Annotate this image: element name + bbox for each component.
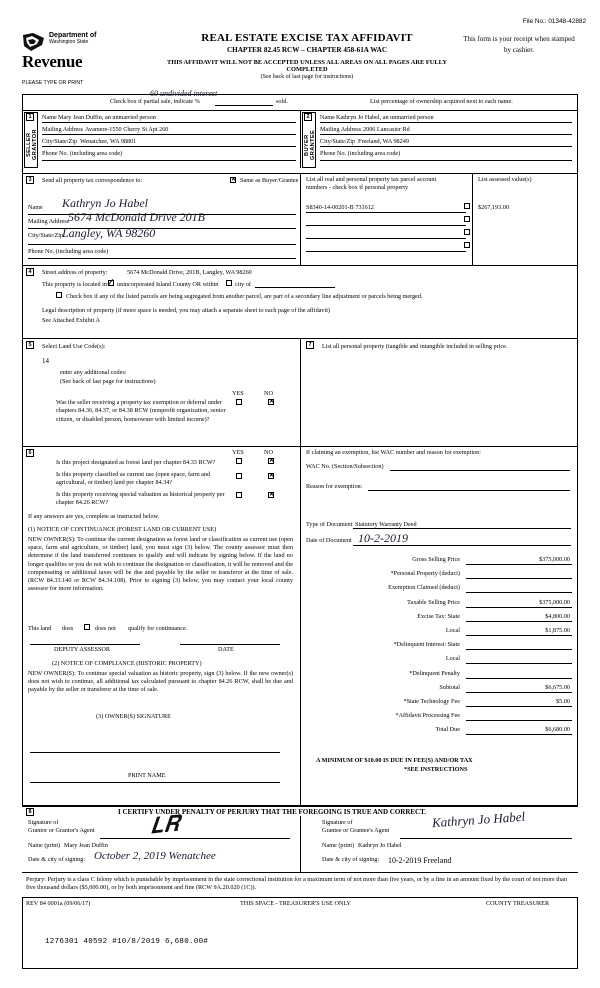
- calc-row-value[interactable]: $6,680.00: [545, 726, 570, 734]
- washington-state-logo-icon: [22, 32, 46, 54]
- file-number-label: File No.:: [522, 18, 547, 25]
- grantor-date-label: Date & city of signing:: [28, 856, 86, 863]
- grantee-sig-label-1: Signature of: [322, 819, 353, 826]
- forest-land-yes-checkbox[interactable]: [236, 458, 242, 464]
- seller-citystatezip-value[interactable]: Wenatchee, WA 98801: [80, 138, 137, 145]
- does-checkbox[interactable]: [84, 624, 90, 630]
- calc-row-label: Total Due: [435, 726, 460, 734]
- tax-corr-phone-label: Phone No. (including area code): [28, 248, 109, 255]
- form-title: REAL ESTATE EXCISE TAX AFFIDAVIT: [201, 32, 413, 44]
- tax-corr-mailing-label: Mailing Address: [28, 218, 70, 225]
- grantee-print-value[interactable]: Kathryn Jo Habel: [358, 842, 402, 849]
- parcel-row-0-assessed[interactable]: $267,193.00: [478, 204, 509, 211]
- please-type-note: PLEASE TYPE OR PRINT: [22, 80, 84, 86]
- property-located-label: This property is located in: [42, 281, 107, 288]
- seller-vertical-label: SELLER GRANTOR: [26, 129, 38, 161]
- file-number: [523, 18, 586, 25]
- personal-property-text: List all personal property (tangible and intangible included in selling price.: [322, 343, 508, 350]
- qualify-continuance-label: qualify for continuance.: [128, 625, 188, 632]
- city-checkbox[interactable]: [226, 280, 232, 286]
- legal-description-value[interactable]: See Attached Exhibit A: [42, 317, 100, 324]
- current-use-no-checkbox[interactable]: ✕: [269, 473, 275, 479]
- seller-mailing-label: Mailing Address: [42, 126, 84, 133]
- legal-description-label: Legal description of property (if more space is needed, you may attach a separate sheet to each page of the affidavit): [42, 307, 330, 314]
- buyer-name-label: Name: [320, 114, 335, 121]
- calc-row-value[interactable]: $1,875.00: [545, 627, 570, 634]
- treasurer-box: [22, 897, 578, 969]
- landuse-see-back: (See back of last page for instructions): [60, 378, 156, 385]
- section-8-number: 8: [26, 808, 34, 816]
- tax-corr-mailing-hand[interactable]: 5674 McDonald Drive 201B: [68, 210, 205, 224]
- county-treasurer-label: COUNTY TREASURER: [486, 900, 550, 907]
- dept-label: Department of: [49, 32, 97, 39]
- tax-corr-citystatezip-hand[interactable]: Langley, WA 98260: [62, 226, 156, 240]
- same-as-buyer-checkbox[interactable]: ✕: [231, 177, 237, 183]
- calc-row-value[interactable]: $5.00: [556, 698, 570, 705]
- grantor-signature: 𝑳𝑹: [148, 810, 181, 839]
- form-subtitle: CHAPTER 82.45 RCW – CHAPTER 458-61A WAC: [226, 46, 388, 54]
- deputy-assessor-label: DEPUTY ASSESSOR: [54, 646, 110, 653]
- buyer-mailing-label: Mailing Address: [320, 126, 362, 133]
- calc-row-label: Excise Tax: State: [417, 612, 460, 620]
- assessed-value-header: List assessed value(s): [478, 176, 532, 183]
- perjury-text: Perjury: Perjury is a class C felony which is punishable by imprisonment in the state correctional institution for a maximum term of not more than five years, or by a fine in an amount fixed by the court of not more than five thousand dollars ($5,000.00), or by both imprisonment and fine (RCW 9A.20.020 (1C)).: [26, 876, 567, 892]
- notice-continuance-title: (1) NOTICE OF CONTINUANCE (FOREST LAND OR CURRENT USE): [28, 526, 217, 533]
- seller-name-label: Name: [42, 114, 57, 121]
- buyer-mailing-value[interactable]: 2006 Lancaster Rd: [363, 126, 410, 133]
- grantee-date-label: Date & city of signing:: [322, 856, 380, 863]
- deputy-date-label: DATE: [218, 646, 234, 653]
- segregation-checkbox[interactable]: [56, 292, 62, 298]
- treasurer-use-label: THIS SPACE - TREASURER'S USE ONLY: [240, 900, 352, 907]
- buyer-name-value[interactable]: Kathryn Jo Habel, an unmarried person: [336, 114, 434, 121]
- unincorporated-check-mark: ✓: [106, 277, 116, 289]
- owner-signature-title: (3) OWNER(S) SIGNATURE: [96, 713, 171, 720]
- calc-row-label: Local: [445, 655, 460, 663]
- landuse-yes-header: YES: [232, 390, 244, 397]
- title-block: [162, 32, 452, 80]
- grantor-sig-label-1: Signature of: [28, 819, 59, 826]
- buyer-phone-label: Phone No. (including area code): [320, 150, 401, 157]
- partial-pct-handwritten: 60 undivided interest: [150, 89, 218, 98]
- grantor-print-value[interactable]: Mary Jean Duffin: [64, 842, 108, 849]
- seller-name-value[interactable]: Mary Jean Duffin, an unmarried person: [58, 114, 156, 121]
- tax-corr-label: Send all property tax correspondence to:: [42, 177, 143, 184]
- certify-title: I CERTIFY UNDER PENALTY OF PERJURY THAT THE FOREGOING IS TRUE AND CORRECT.: [118, 808, 427, 816]
- parcel-row-2-personal-checkbox[interactable]: [464, 229, 470, 235]
- parcel-row-1-personal-checkbox[interactable]: [464, 216, 470, 222]
- doc-type-value[interactable]: Statutory Warranty Deed: [355, 521, 417, 528]
- grantee-signature: Kathryn Jo Habel: [431, 808, 526, 831]
- does-not-label: does not: [95, 625, 116, 632]
- doc-type-label: Type of Document: [306, 521, 353, 528]
- historic-no-checkbox[interactable]: ✕: [269, 492, 275, 498]
- form-header: [22, 32, 578, 90]
- calc-row-label: *Delinquent Interest: State: [393, 641, 460, 649]
- doc-date-label: Date of Document: [306, 537, 352, 544]
- parcel-row-0-number[interactable]: S8340-14-00201-B 731612: [306, 204, 374, 211]
- box6-no-header: NO: [264, 449, 273, 456]
- section-3-number: 3: [26, 176, 34, 184]
- seller-exemption-no-checkbox[interactable]: ✕: [269, 399, 275, 405]
- state-label: Washington State: [49, 38, 89, 45]
- city-of-label: city of: [235, 281, 251, 288]
- notice-compliance-title: (2) NOTICE OF COMPLIANCE (HISTORIC PROPERTY): [52, 660, 202, 667]
- tax-corr-name-label: Name: [28, 204, 43, 211]
- revenue-wordmark: Revenue: [22, 52, 83, 71]
- landuse-additional-label: enter any additional codes:: [60, 369, 127, 376]
- seller-exemption-question: Was the seller receiving a property tax exemption or deferral under chapters 84.36, 84.37, or 84.38 RCW (nonprofit organization, senior citizen, or disabled person, homeowner with limited income)?: [56, 399, 226, 423]
- seller-exemption-yes-checkbox[interactable]: [236, 399, 242, 405]
- calc-row-value[interactable]: $375,000.00: [539, 556, 570, 563]
- seller-mailing-value[interactable]: Avamere-1550 Cherry St Apt 260: [85, 126, 169, 133]
- calc-row-label: *Delinquent Penalty: [409, 669, 460, 677]
- notice-compliance-body: NEW OWNER(S): To continue special valuation as historic property, sign (3) below. If the new owner(s) does not wish to continue, all additional tax calculated pursuant to chapter 84.26 RCW, shall be due and payable by the seller or transferor at the time of sale.: [28, 670, 293, 694]
- does-label: does: [62, 625, 74, 632]
- section-4-number: 4: [26, 268, 34, 276]
- calc-row-value[interactable]: $4,800.00: [545, 612, 570, 620]
- exemption-claim-label: If claiming an exemption, list WAC number and reason for exemption:: [306, 449, 481, 456]
- partial-sold-label: sold.: [276, 98, 288, 105]
- calc-row-label: Gross Selling Price: [412, 556, 460, 563]
- minimum-due-note: A MINIMUM OF $10.00 IS DUE IN FEE(S) AND/OR TAX: [316, 757, 473, 764]
- calc-row-value[interactable]: $6,675.00: [545, 683, 570, 691]
- section-6-number: 6: [26, 449, 34, 457]
- buyer-citystatezip-label: City/State/Zip: [320, 138, 356, 145]
- treasurer-stamp: 1276301 40592 #10/8/2019 6,680.00#: [45, 938, 209, 946]
- dor-logo: [22, 32, 152, 72]
- ownership-pct-label: List percentage of ownership acquired next to each name.: [370, 98, 513, 105]
- grantor-sig-label-2: Grantor or Grantor's Agent: [28, 827, 95, 834]
- unincorporated-label: unincorporated Island County OR within: [117, 281, 219, 288]
- forest-land-question: Is this project designated as forest land per chapter 84.33 RCW?: [56, 459, 216, 466]
- calc-row-label: Subtotal: [439, 683, 460, 691]
- receipt-note: This form is your receipt when stamped by cashier.: [463, 35, 575, 54]
- landuse-no-header: NO: [264, 390, 273, 397]
- section-1-number: 1: [26, 113, 34, 121]
- doc-date-value[interactable]: 10-2-2019: [358, 531, 408, 545]
- this-land-label: This land: [28, 625, 52, 632]
- landuse-code-value[interactable]: 14: [42, 357, 49, 365]
- box6-yes-header: YES: [232, 449, 244, 456]
- grantor-date-value[interactable]: October 2, 2019 Wenatchee: [94, 850, 216, 862]
- street-address-value[interactable]: 5674 McDonald Drive, 201B, Langley, WA 98260: [127, 269, 252, 276]
- partial-sale-label: Check box if partial sale, indicate %: [110, 98, 200, 105]
- calc-row-label: Taxable Selling Price: [407, 598, 460, 606]
- print-name-label: PRINT NAME: [128, 772, 166, 779]
- seller-citystatezip-label: City/State/Zip: [42, 138, 78, 145]
- section-5-number: 5: [26, 341, 34, 349]
- segregation-label: Check box if any of the listed parcels are being segregated from another parcel, are part of a secondary line adjustment or parcels being merged.: [66, 293, 423, 300]
- calc-row-value[interactable]: $375,000.00: [539, 598, 570, 606]
- calc-row-label: *State Technology Fee: [403, 698, 460, 705]
- grantee-date-value[interactable]: 10-2-2019 Freeland: [388, 856, 452, 865]
- section-7-number: 7: [306, 341, 314, 349]
- seller-phone-label: Phone No. (including area code): [42, 150, 123, 157]
- notice-continuance-body: NEW OWNER(S): To continue the current designation as forest land or classification as current use (open space, farm and agriculture, or timber) land, you must sign (3) below. The county assessor must then determine if the land transferred continues to qualify and will indicate by signing below. If the land no longer qualifies or you do not wish to continue the designation or classification, it will be removed and the compensating or additional taxes will be due and payable by the seller or transferor at the time of sale. (RCW 84.33.140 or RCW 84.34.108). Prior to signing (3) below, you may contact your local county assessor for more information.: [28, 536, 293, 593]
- rev-number: REV 84 0001a (09/06/17): [26, 900, 91, 907]
- parcel-row-3-personal-checkbox[interactable]: [464, 242, 470, 248]
- grantee-print-label: Name (print): [322, 842, 355, 849]
- tax-corr-citystatezip-label: City/State/Zip: [28, 232, 64, 239]
- parcel-header: List all real and personal property tax parcel account numbers - check box if personal property: [306, 176, 437, 191]
- forest-land-no-checkbox[interactable]: ✕: [269, 458, 275, 464]
- buyer-vertical-label: BUYER GRANTEE: [304, 129, 316, 161]
- file-number-value: 01348-42882: [548, 18, 586, 25]
- historic-question: Is this property receiving special valuation as historical property per chapter 84.26 RCW?: [56, 491, 225, 507]
- calc-row-label: *Personal Property (deduct): [390, 570, 460, 578]
- calc-row-label: *Affidavit Processing Fee: [395, 712, 460, 720]
- section-2-number: 2: [304, 113, 312, 121]
- see-back-note: (See back of last page for instructions): [260, 74, 354, 80]
- current-use-question: Is this property classified as current use (open space, farm and agricultural, or timber) land per chapter 84.34?: [56, 471, 211, 487]
- exemption-reason-label: Reason for exemption:: [306, 483, 363, 490]
- street-address-label: Street address of property:: [42, 269, 108, 276]
- calc-row-label: Local: [445, 627, 460, 634]
- grantee-sig-label-2: Grantee or Grantee's Agent: [322, 827, 390, 834]
- parcel-row-0-personal-checkbox[interactable]: [464, 203, 470, 209]
- same-as-buyer-label: Same as Buyer/Grantee: [240, 177, 299, 184]
- historic-yes-checkbox[interactable]: [236, 492, 242, 498]
- if-any-yes-note: If any answers are yes, complete as instructed below.: [28, 513, 160, 520]
- current-use-yes-checkbox[interactable]: [236, 473, 242, 479]
- see-instructions-note: *SEE INSTRUCTIONS: [404, 766, 468, 773]
- wac-number-label: WAC No. (Section/Subsection): [306, 463, 384, 470]
- buyer-citystatezip-value[interactable]: Freeland, WA 98249: [358, 138, 409, 145]
- tax-corr-name-hand[interactable]: Kathryn Jo Habel: [62, 196, 148, 210]
- grantor-print-label: Name (print): [28, 842, 61, 849]
- form-warning: THIS AFFIDAVIT WILL NOT BE ACCEPTED UNLESS ALL AREAS ON ALL PAGES ARE FULLY COMPLETED: [167, 59, 447, 73]
- calc-row-label: Exemption Claimed (deduct): [388, 584, 460, 592]
- landuse-label: Select Land Use Code(s):: [42, 343, 106, 350]
